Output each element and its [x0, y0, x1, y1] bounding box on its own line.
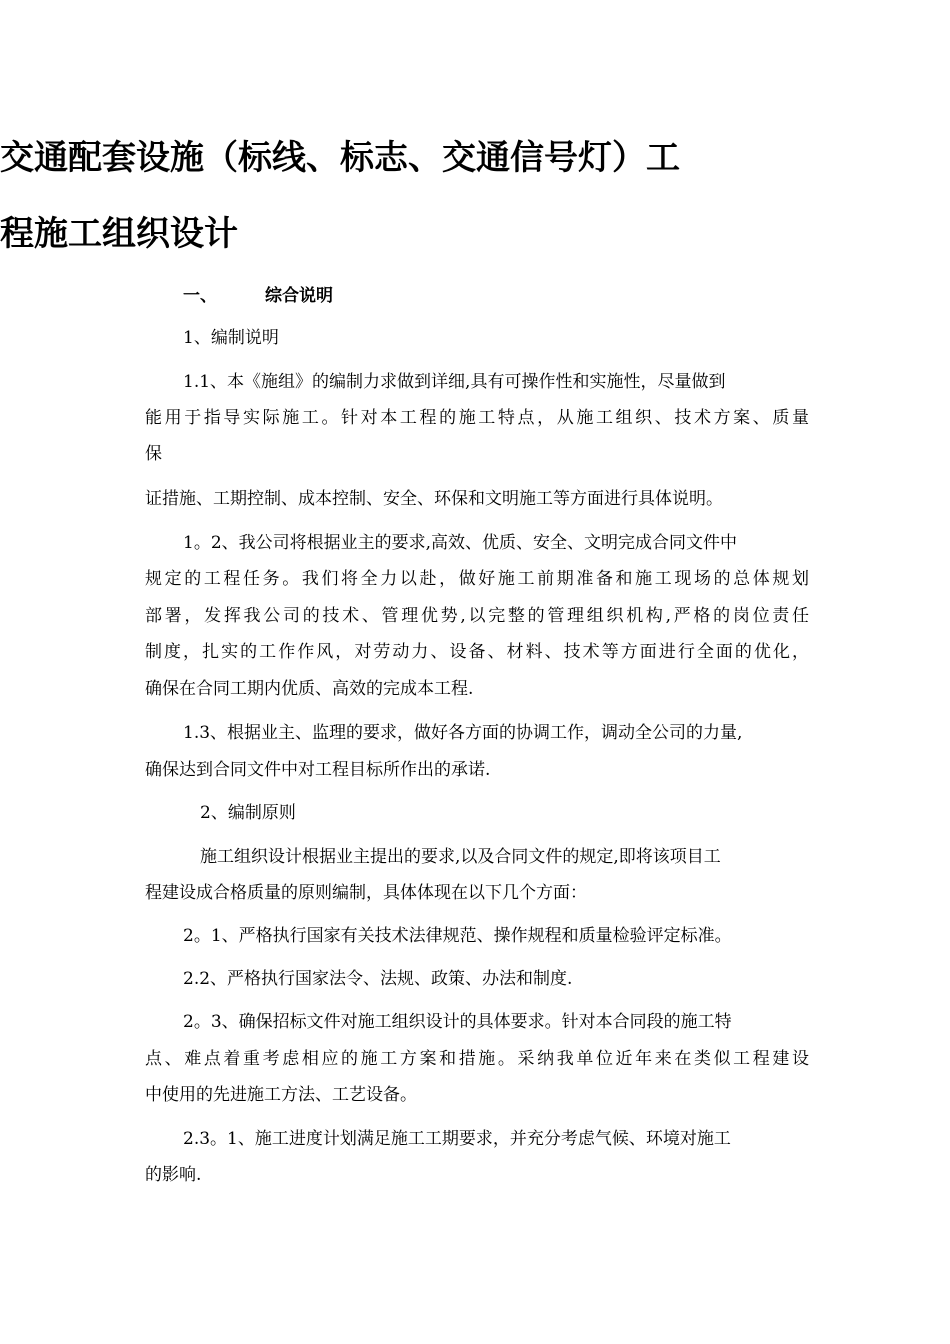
section-number: 一、 — [183, 286, 217, 306]
paragraph-line: 能用于指导实际施工。针对本工程的施工特点，从施工组织、技术方案、质量 — [145, 408, 809, 428]
paragraph-line: 1.3、根据业主、监理的要求，做好各方面的协调工作，调动全公司的力量, — [183, 723, 743, 743]
subsection-heading: 2、编制原则 — [200, 803, 296, 823]
paragraph-line: 点、难点着重考虑相应的施工方案和措施。采纳我单位近年来在类似工程建设 — [145, 1049, 809, 1069]
document-title-line-2: 程施工组织设计 — [0, 214, 238, 254]
section-title: 综合说明 — [265, 286, 333, 306]
document-title-line-1: 交通配套设施（标线、标志、交通信号灯）工 — [0, 138, 680, 178]
paragraph-line: 规定的工程任务。我们将全力以赴，做好施工前期准备和施工现场的总体规划 — [145, 569, 809, 589]
paragraph-line: 确保达到合同文件中对工程目标所作出的承诺. — [145, 760, 491, 780]
paragraph-line: 2.2、严格执行国家法令、法规、政策、办法和制度. — [183, 969, 573, 989]
paragraph-line: 中使用的先进施工方法、工艺设备。 — [145, 1085, 417, 1105]
paragraph-line: 证措施、工期控制、成本控制、安全、环保和文明施工等方面进行具体说明。 — [145, 489, 723, 509]
paragraph-line: 的影响. — [145, 1165, 202, 1185]
paragraph-line: 施工组织设计根据业主提出的要求,以及合同文件的规定,即将该项目工 — [200, 847, 721, 867]
paragraph-line: 2。3、确保招标文件对施工组织设计的具体要求。针对本合同段的施工特 — [183, 1012, 732, 1032]
paragraph-line: 保 — [145, 444, 162, 464]
paragraph-line: 制度，扎实的工作作风，对劳动力、设备、材料、技术等方面进行全面的优化， — [145, 642, 809, 662]
paragraph-line: 1。2、我公司将根据业主的要求,高效、优质、安全、文明完成合同文件中 — [183, 533, 738, 553]
paragraph-line: 2.3。1、施工进度计划满足施工工期要求，并充分考虑气候、环境对施工 — [183, 1129, 731, 1149]
paragraph-line: 1.1、本《施组》的编制力求做到详细,具有可操作性和实施性，尽量做到 — [183, 372, 726, 392]
paragraph-line: 程建设成合格质量的原则编制，具体体现在以下几个方面： — [145, 883, 587, 903]
paragraph-line: 确保在合同工期内优质、高效的完成本工程. — [145, 679, 474, 699]
subsection-heading: 1、编制说明 — [183, 328, 279, 348]
paragraph-line: 部署，发挥我公司的技术、管理优势,以完整的管理组织机构,严格的岗位责任 — [145, 606, 809, 626]
paragraph-line: 2。1、严格执行国家有关技术法律规范、操作规程和质量检验评定标准。 — [183, 926, 732, 946]
section-heading — [183, 284, 333, 308]
